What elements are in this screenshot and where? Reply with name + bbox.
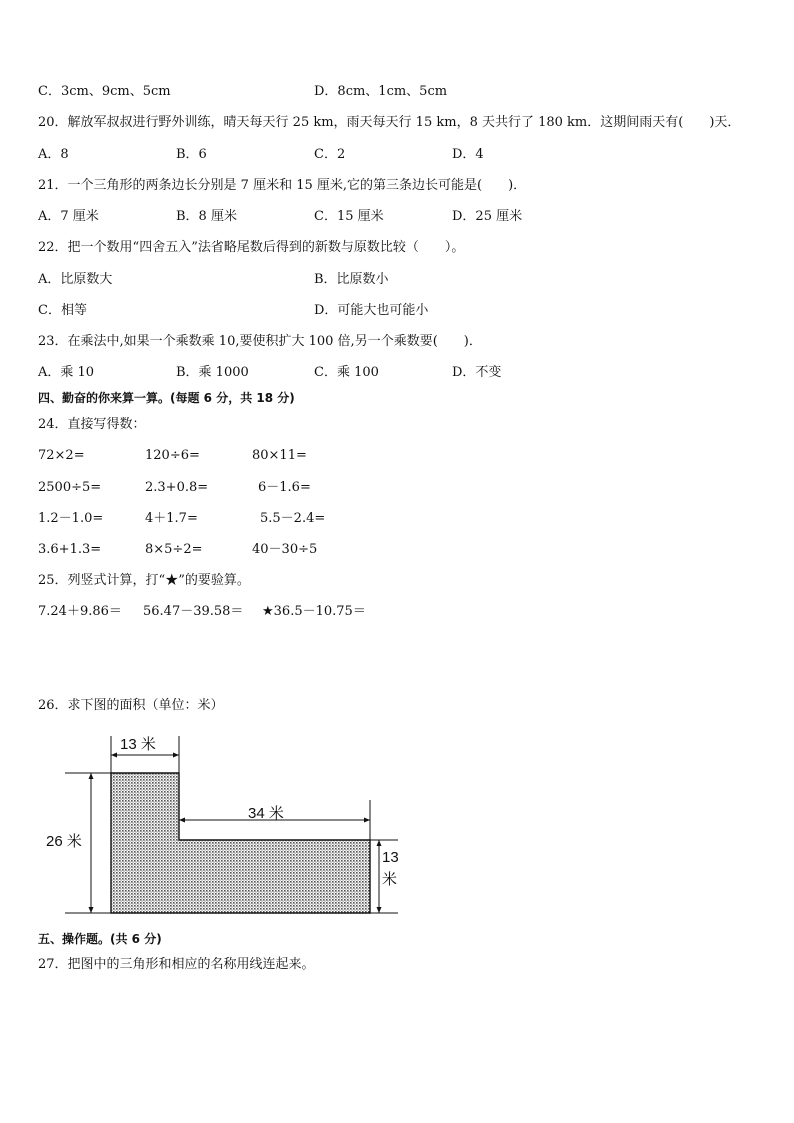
- q23-option-b: B．乘 1000: [176, 365, 249, 380]
- section-5-heading: 五、操作题。(共 6 分): [38, 932, 162, 946]
- q22-option-b: B．比原数小: [314, 272, 389, 287]
- q22-option-c: C．相等: [38, 303, 87, 318]
- section-4-heading: 四、勤奋的你来算一算。(每题 6 分，共 18 分): [38, 391, 295, 405]
- label-bottom-width: 34 米: [248, 805, 284, 822]
- q21-option-a: A．7 厘米: [38, 209, 99, 224]
- q23-option-d: D．不变: [452, 365, 502, 380]
- q24-item: 72×2=: [38, 448, 85, 463]
- q25-item: 56.47－39.58＝: [143, 604, 244, 619]
- q24-item: 120÷6=: [145, 448, 200, 463]
- l-shape-region: [111, 773, 370, 913]
- q20-stem: 20．解放军叔叔进行野外训练，晴天每天行 25 km，雨天每天行 15 km，8 天共行了 180 km．这期间雨天有( )天．: [38, 115, 741, 130]
- q23-option-c: C．乘 100: [314, 365, 379, 380]
- q23-stem: 23．在乘法中,如果一个乘数乘 10,要使积扩大 100 倍,另一个乘数要( )．: [38, 334, 482, 349]
- q25-item: 7.24＋9.86＝: [38, 604, 122, 619]
- q21-option-b: B．8 厘米: [176, 209, 237, 224]
- label-right-height-unit: 米: [382, 871, 398, 888]
- q25-stem: 25．列竖式计算，打“★”的要验算。: [38, 573, 250, 588]
- q24-item: 40－30÷5: [252, 542, 318, 557]
- q20-option-a: A．8: [38, 147, 69, 162]
- q24-item: 80×11=: [252, 448, 307, 463]
- q24-stem: 24．直接写得数：: [38, 417, 146, 432]
- q24-item: 5.5－2.4=: [260, 511, 326, 526]
- q24-item: 3.6+1.3=: [38, 542, 102, 557]
- q24-item: 6－1.6=: [258, 480, 311, 495]
- q24-item: 2.3+0.8=: [145, 480, 209, 495]
- label-left-height: 26 米: [46, 833, 82, 850]
- q19-option-d: D．8cm、1cm、5cm: [314, 84, 448, 99]
- q20-option-b: B．6: [176, 147, 207, 162]
- q26-stem: 26．求下图的面积（单位：米）: [38, 698, 224, 713]
- q19-option-c: C．3cm、9cm、5cm: [38, 84, 171, 99]
- q24-item: 2500÷5=: [38, 480, 102, 495]
- q27-stem: 27．把图中的三角形和相应的名称用线连起来。: [38, 957, 315, 972]
- q21-option-d: D．25 厘米: [452, 209, 523, 224]
- q22-stem: 22．把一个数用“四舍五入”法省略尾数后得到的新数与原数比较（ ）。: [38, 240, 465, 255]
- q21-stem: 21．一个三角形的两条边长分别是 7 厘米和 15 厘米,它的第三条边长可能是( )．: [38, 178, 527, 193]
- q20-option-d: D．4: [452, 147, 484, 162]
- q22-option-a: A．比原数大: [38, 272, 113, 287]
- label-top-width: 13 米: [120, 736, 156, 753]
- q23-option-a: A．乘 10: [38, 365, 95, 380]
- q22-option-d: D．可能大也可能小: [314, 303, 429, 318]
- q20-option-c: C．2: [314, 147, 346, 162]
- label-right-height: 13: [382, 849, 399, 866]
- q24-item: 1.2－1.0=: [38, 511, 104, 526]
- q24-item: 4＋1.7=: [145, 511, 198, 526]
- q21-option-c: C．15 厘米: [314, 209, 384, 224]
- q25-item: ★36.5－10.75＝: [262, 604, 366, 619]
- q24-item: 8×5÷2=: [145, 542, 203, 557]
- l-shape-area-figure: [38, 728, 408, 923]
